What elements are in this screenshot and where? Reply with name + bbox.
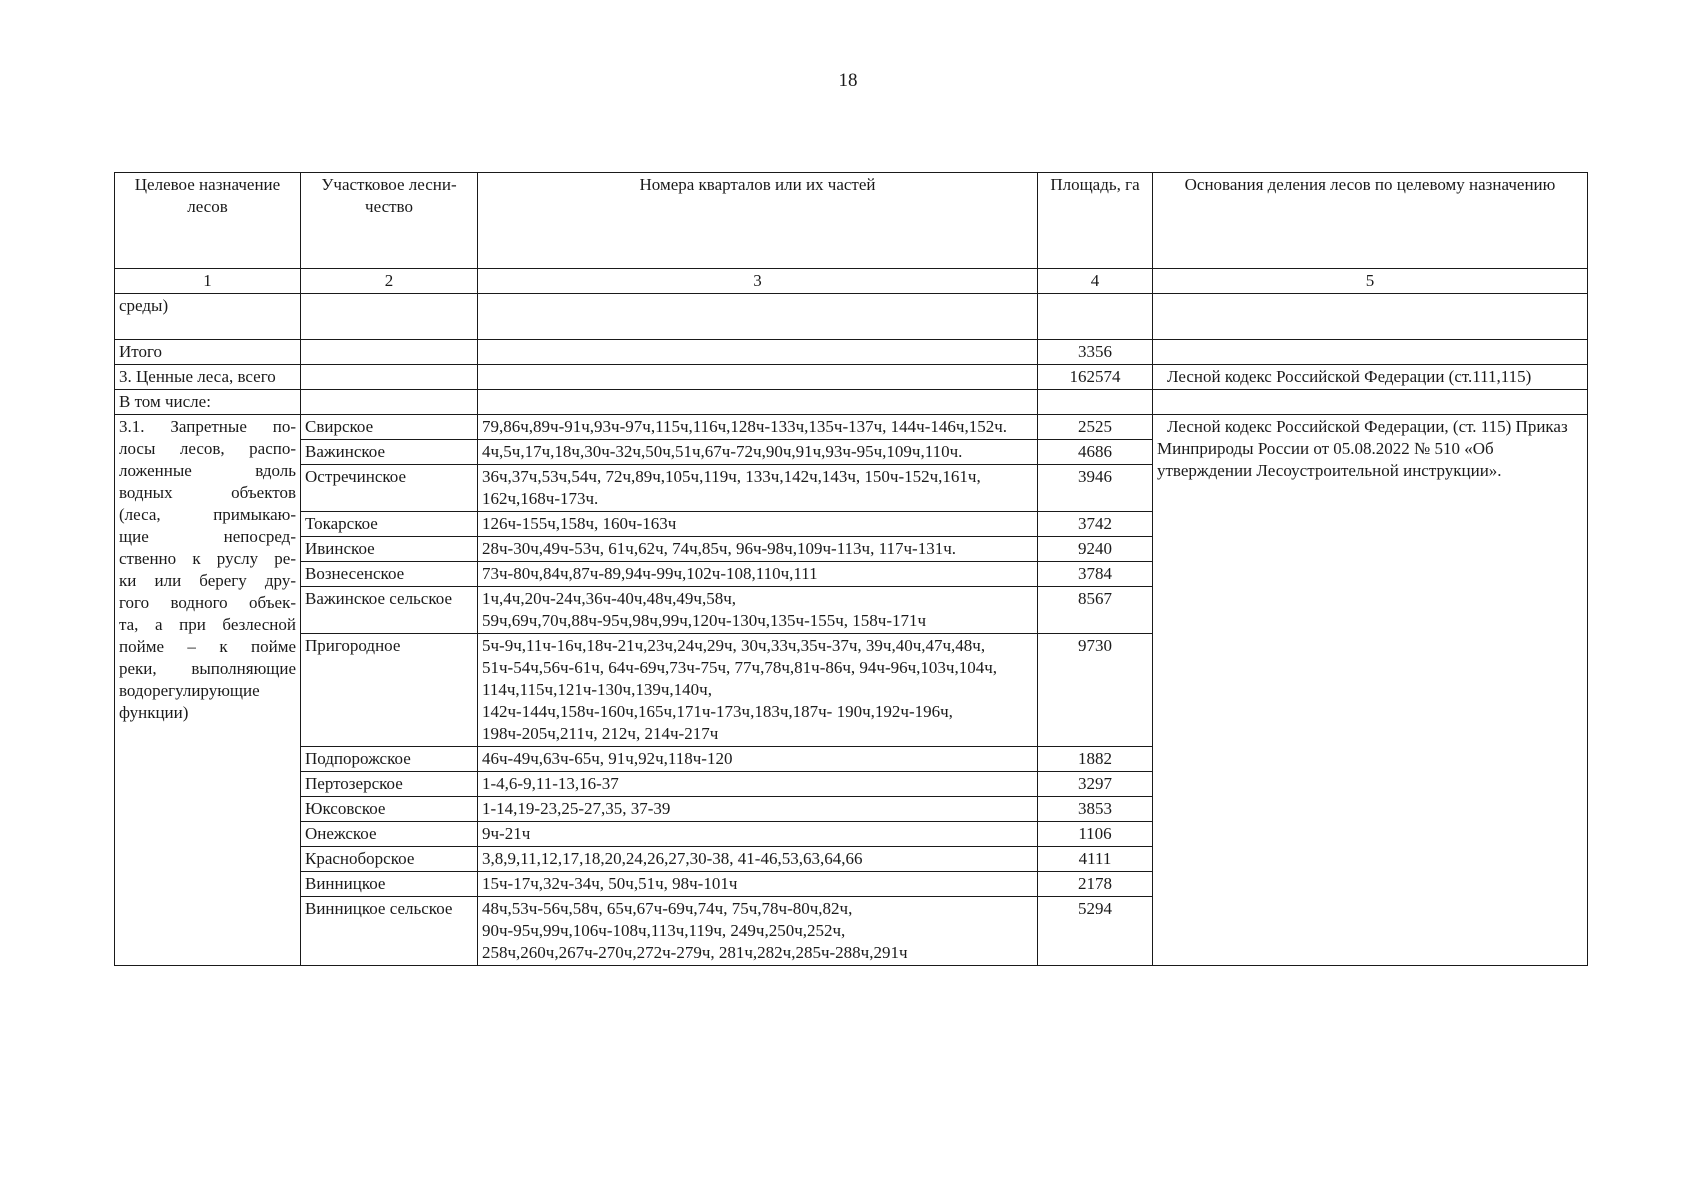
forestry-name: Остречинское: [301, 465, 478, 512]
column-number: 3: [478, 269, 1038, 294]
forestry-name: Ивинское: [301, 537, 478, 562]
area-value: 8567: [1038, 587, 1153, 634]
column-number: 1: [115, 269, 301, 294]
empty-cell: [478, 340, 1038, 365]
block-numbers: 9ч-21ч: [478, 822, 1038, 847]
block-numbers: 3,8,9,11,12,17,18,20,24,26,27,30-38, 41-46,53,63,64,66: [478, 847, 1038, 872]
column-number-row: [115, 269, 1588, 294]
purpose-line: ственно к руслу ре-: [119, 549, 296, 568]
area-value: 1882: [1038, 747, 1153, 772]
area-value: 4686: [1038, 440, 1153, 465]
column-number: 5: [1153, 269, 1588, 294]
purpose-line: реки, выполняющие: [119, 659, 296, 678]
block-numbers: 5ч-9ч,11ч-16ч,18ч-21ч,23ч,24ч,29ч, 30ч,33ч,35ч-37ч, 39ч,40ч,47ч,48ч, 51ч-54ч,56ч-61ч, 64ч-69ч,73ч-75ч, 77ч,78ч,81ч-86ч, 94ч-96ч,103ч,104ч, 114ч,115ч,121ч-130ч,139ч,140ч, 142ч-144ч,158ч-160ч,165ч,171ч-173ч,183ч,187ч- 190ч,192ч-196ч, 198ч-205ч,211ч, 212ч, 214ч-217ч: [478, 634, 1038, 747]
forestry-name: Пригородное: [301, 634, 478, 747]
block-numbers: 73ч-80ч,84ч,87ч-89,94ч-99ч,102ч-108,110ч,111: [478, 562, 1038, 587]
block-numbers: 36ч,37ч,53ч,54ч, 72ч,89ч,105ч,119ч, 133ч,142ч,143ч, 150ч-152ч,161ч, 162ч,168ч-173ч.: [478, 465, 1038, 512]
empty-cell: [1038, 294, 1153, 340]
purpose-line: водорегулирующие: [119, 681, 260, 700]
area-value: 9730: [1038, 634, 1153, 747]
empty-cell: [301, 390, 478, 415]
header-area: Площадь, га: [1038, 173, 1153, 269]
area-value: 3297: [1038, 772, 1153, 797]
empty-cell: [1153, 294, 1588, 340]
area-value: 2525: [1038, 415, 1153, 440]
block-numbers: 126ч-155ч,158ч, 160ч-163ч: [478, 512, 1038, 537]
page-number: 18: [838, 70, 858, 91]
purpose-line: 3.1. Запретные по-: [119, 417, 296, 436]
block-numbers: 4ч,5ч,17ч,18ч,30ч-32ч,50ч,51ч,67ч-72ч,90ч,91ч,93ч-95ч,109ч,110ч.: [478, 440, 1038, 465]
itogo-label: Итого: [115, 340, 301, 365]
including-row: [115, 390, 1588, 415]
valuable-forests-row: [115, 365, 1588, 390]
forestry-name: Юксовское: [301, 797, 478, 822]
continuation-text: среды): [115, 294, 301, 340]
valuable-forests-grounds: Лесной кодекс Российской Федерации (ст.111,115): [1153, 365, 1588, 390]
forestry-name: Онежское: [301, 822, 478, 847]
header-blocks: Номера кварталов или их частей: [478, 173, 1038, 269]
empty-cell: [1153, 340, 1588, 365]
area-value: 9240: [1038, 537, 1153, 562]
purpose-line: ки или берегу дру-: [119, 571, 296, 590]
area-value: 3784: [1038, 562, 1153, 587]
area-value: 3742: [1038, 512, 1153, 537]
itogo-area: 3356: [1038, 340, 1153, 365]
purpose-line: водных объектов: [119, 483, 296, 502]
empty-cell: [1153, 390, 1588, 415]
empty-cell: [478, 390, 1038, 415]
section-3-1-grounds: Лесной кодекс Российской Федерации, (ст. 115) Приказ Минприроды России от 05.08.2022 № 510 «Об утверждении Лесоустроительной инструкции».: [1153, 415, 1588, 966]
forestry-name: Свирское: [301, 415, 478, 440]
purpose-line: функции): [119, 703, 189, 722]
area-value: 3946: [1038, 465, 1153, 512]
section-3-1-purpose: [115, 415, 301, 966]
forestry-name: Винницкое: [301, 872, 478, 897]
header-purpose: Целевое назначение лесов: [115, 173, 301, 269]
area-value: 5294: [1038, 897, 1153, 966]
forestry-name: Вознесенское: [301, 562, 478, 587]
area-value: 2178: [1038, 872, 1153, 897]
block-numbers: 28ч-30ч,49ч-53ч, 61ч,62ч, 74ч,85ч, 96ч-98ч,109ч-113ч, 117ч-131ч.: [478, 537, 1038, 562]
area-value: 3853: [1038, 797, 1153, 822]
forestry-name: Важинское: [301, 440, 478, 465]
continuation-row: [115, 294, 1588, 340]
block-numbers: 1ч,4ч,20ч-24ч,36ч-40ч,48ч,49ч,58ч, 59ч,69ч,70ч,88ч-95ч,98ч,99ч,120ч-130ч,135ч-155ч, 158ч-171ч: [478, 587, 1038, 634]
itogo-row: [115, 340, 1588, 365]
purpose-line: лосы лесов, распо-: [119, 439, 296, 458]
purpose-line: пойме – к пойме: [119, 637, 296, 656]
purpose-line: та, а при безлесной: [119, 615, 296, 634]
block-numbers: 46ч-49ч,63ч-65ч, 91ч,92ч,118ч-120: [478, 747, 1038, 772]
forest-purpose-table: [114, 172, 1588, 966]
purpose-line: щие непосред-: [119, 527, 296, 546]
empty-cell: [301, 294, 478, 340]
empty-cell: [301, 340, 478, 365]
column-number: 2: [301, 269, 478, 294]
valuable-forests-label: 3. Ценные леса, всего: [115, 365, 301, 390]
header-row: [115, 173, 1588, 269]
purpose-line: гого водного объек-: [119, 593, 296, 612]
purpose-line: (леса, примыкаю-: [119, 505, 296, 524]
column-number: 4: [1038, 269, 1153, 294]
block-numbers: 15ч-17ч,32ч-34ч, 50ч,51ч, 98ч-101ч: [478, 872, 1038, 897]
including-label: В том числе:: [115, 390, 301, 415]
empty-cell: [478, 365, 1038, 390]
forestry-name: Винницкое сельское: [301, 897, 478, 966]
forestry-name: Токарское: [301, 512, 478, 537]
empty-cell: [478, 294, 1038, 340]
purpose-line: ложенные вдоль: [119, 461, 296, 480]
table-row: [115, 415, 1588, 440]
empty-cell: [1038, 390, 1153, 415]
header-forestry: Участковое лесни-чество: [301, 173, 478, 269]
block-numbers: 1-14,19-23,25-27,35, 37-39: [478, 797, 1038, 822]
block-numbers: 48ч,53ч-56ч,58ч, 65ч,67ч-69ч,74ч, 75ч,78ч-80ч,82ч, 90ч-95ч,99ч,106ч-108ч,113ч,119ч, 249ч,250ч,252ч, 258ч,260ч,267ч-270ч,272ч-279ч, 281ч,282ч,285ч-288ч,291ч: [478, 897, 1038, 966]
block-numbers: 79,86ч,89ч-91ч,93ч-97ч,115ч,116ч,128ч-133ч,135ч-137ч, 144ч-146ч,152ч.: [478, 415, 1038, 440]
forestry-name: Пертозерское: [301, 772, 478, 797]
header-grounds: Основания деления лесов по целевому назначению: [1153, 173, 1588, 269]
forestry-name: Важинское сельское: [301, 587, 478, 634]
area-value: 4111: [1038, 847, 1153, 872]
forestry-name: Подпорожское: [301, 747, 478, 772]
valuable-forests-area: 162574: [1038, 365, 1153, 390]
area-value: 1106: [1038, 822, 1153, 847]
empty-cell: [301, 365, 478, 390]
block-numbers: 1-4,6-9,11-13,16-37: [478, 772, 1038, 797]
forestry-name: Красноборское: [301, 847, 478, 872]
